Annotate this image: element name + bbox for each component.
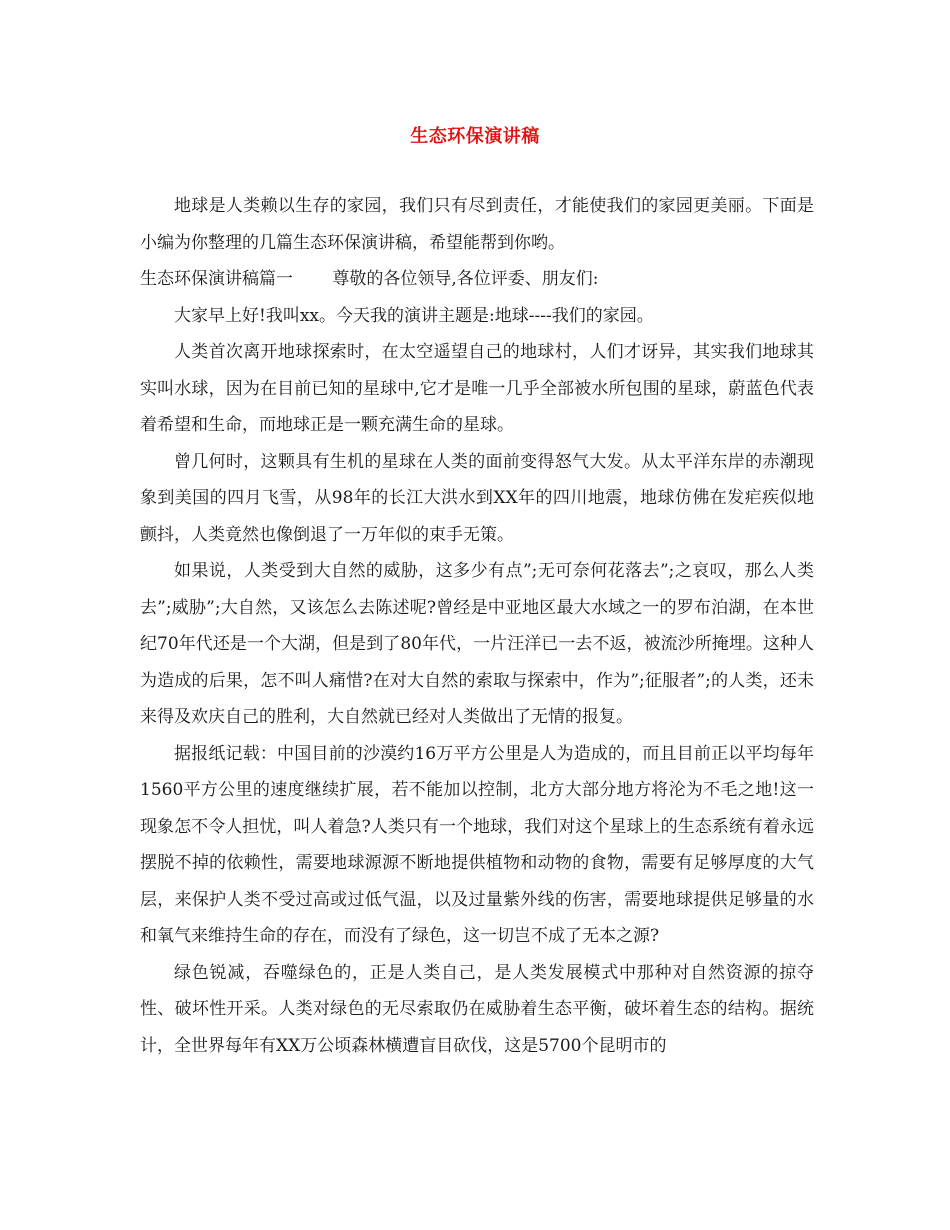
paragraph-disasters: 曾几何时，这颗具有生机的星球在人类的面前变得怒气大发。从太平洋东岸的赤潮现象到美国的四月飞雪，从98年的长江大洪水到XX年的四川地震，地球仿佛在发疟疾似地颤抖，人类竟然也像倒退了一万年似的束手无策。 (140, 451, 814, 545)
paragraph-desertification: 据报纸记载：中国目前的沙漠约16万平方公里是人为造成的，而且目前正以平均每年1560平方公里的速度继续扩展，若不能加以控制，北方大部分地方将沦为不毛之地!这一现象怎不令人担忧，叫人着急?人类只有一个地球，我们对这个星球上的生态系统有着永远摆脱不掉的依赖性，需要地球源源不断地提供植物和动物的食物，需要有足够厚度的大气层，来保护人类不受过高或过低气温，以及过量紫外线的伤害，需要地球提供足够量的水和氧气来维持生命的存在，而没有了绿色，这一切岂不成了无本之源? (140, 743, 814, 946)
paragraph-green-loss: 绿色锐减，吞噬绿色的，正是人类自己，是人类发展模式中那种对自然资源的掠夺性、破坏性开采。人类对绿色的无尽索取仍在威胁着生态平衡，破坏着生态的结构。据统计，全世界每年有XX万公顷森林横遭盲目砍伐，这是5700个昆明市的 (140, 962, 814, 1056)
paragraph-lop-nur: 如果说，人类受到大自然的威胁，这多少有点”;无可奈何花落去”;之哀叹，那么人类去”;威胁”;大自然，又该怎么去陈述呢?曾经是中亚地区最大水域之一的罗布泊湖，在本世纪70年代还是一个大湖，但是到了80年代，一片汪洋已一去不返，被流沙所掩埋。这种人为造成的后果，怎不叫人痛惜?在对大自然的索取与探索中，作为”;征服者”;的人类，还未来得及欢庆自己的胜利，大自然就已经对人类做出了无情的报复。 (140, 561, 814, 727)
document-title: 生态环保演讲稿 (410, 126, 540, 147)
paragraph-water-planet: 人类首次离开地球探索时，在太空遥望自己的地球村，人们才讶异，其实我们地球其实叫水球，因为在目前已知的星球中,它才是唯一几乎全部被水所包围的星球，蔚蓝色代表着希望和生命，而地球正是一颗充满生命的星球。 (140, 342, 814, 435)
section-heading-greeting: 生态环保演讲稿篇一 尊敬的各位领导,各位评委、朋友们: (140, 269, 599, 289)
paragraph-self-intro: 大家早上好!我叫xx。今天我的演讲主题是:地球----我们的家园。 (174, 305, 654, 326)
document-body (140, 188, 814, 1064)
paragraph-intro: 地球是人类赖以生存的家园，我们只有尽到责任，才能使我们的家园更美丽。下面是小编为你整理的几篇生态环保演讲稿，希望能帮到你哟。 (140, 196, 814, 253)
